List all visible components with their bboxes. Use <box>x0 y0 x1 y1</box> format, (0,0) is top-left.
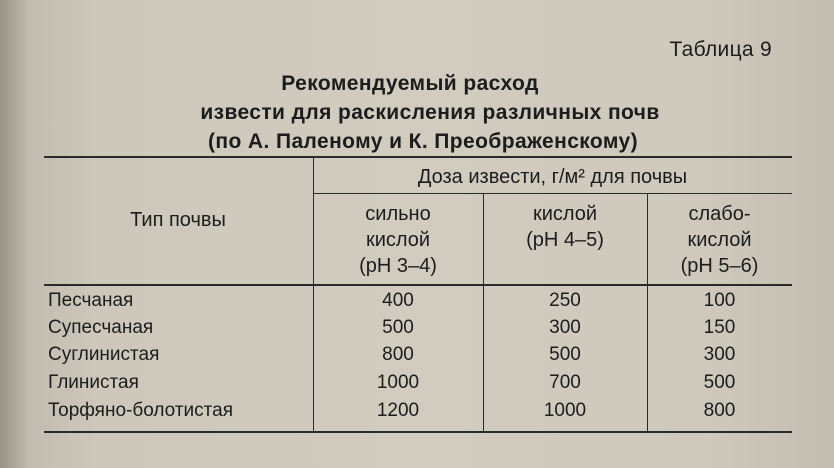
value-cell: 1200 <box>376 400 420 421</box>
value-cell: 300 <box>549 317 581 338</box>
col-header-weak-line-1: слабо- <box>688 203 751 225</box>
value-cell: 700 <box>549 372 581 393</box>
value-cell: 300 <box>703 344 736 365</box>
title-line-3: (по А. Паленому и К. Преображенскому) <box>207 130 638 153</box>
header-bottom-rule <box>44 284 792 286</box>
dose-group-header <box>313 164 792 190</box>
table-title <box>0 69 834 156</box>
subheader-rule <box>313 193 792 194</box>
soil-type-cell: Песчаная <box>48 290 134 311</box>
value-cell: 1000 <box>543 400 587 421</box>
soil-type-cell: Супесчаная <box>48 317 154 338</box>
soil-type-cell: Суглинистая <box>48 344 160 365</box>
value-cell: 400 <box>382 290 414 311</box>
value-cell: 100 <box>703 290 736 311</box>
value-cell: 1000 <box>376 372 420 393</box>
title-line-1: Рекомендуемый расход <box>281 72 539 95</box>
soil-type-cell: Торфяно-болотистая <box>48 400 233 421</box>
col-header-strong-line-1: сильно <box>365 203 431 225</box>
table-bottom-rule <box>44 431 792 433</box>
col-header-strong-line-3: (рН 3–4) <box>359 255 437 277</box>
col-header-acid-line-2: (рН 4–5) <box>526 229 604 251</box>
row-header: Тип почвы <box>130 209 226 231</box>
dose-group-header-text: Доза извести, г/м² для почвы <box>417 166 688 188</box>
col-header-acid <box>483 201 647 253</box>
soil-type-cell: Глинистая <box>48 372 139 393</box>
value-cell: 150 <box>703 317 736 338</box>
col-header-weak <box>647 201 792 279</box>
col-header-strong-line-2: кислой <box>365 229 431 251</box>
value-cell: 250 <box>549 290 581 311</box>
value-cell: 800 <box>382 344 414 365</box>
col-header-weak-line-2: кислой <box>687 229 752 251</box>
col-header-strong <box>313 201 483 279</box>
value-cell: 500 <box>549 344 581 365</box>
table-number: Таблица 9 <box>669 38 772 61</box>
title-line-2: извести для раскисления различных почв <box>200 101 660 124</box>
value-cell: 500 <box>382 317 414 338</box>
value-cell: 800 <box>703 400 736 421</box>
col-header-weak-line-3: (рН 5–6) <box>680 255 759 277</box>
col-header-acid-line-1: кислой <box>532 203 598 225</box>
value-cell: 500 <box>703 372 736 393</box>
table-top-rule <box>44 156 792 158</box>
